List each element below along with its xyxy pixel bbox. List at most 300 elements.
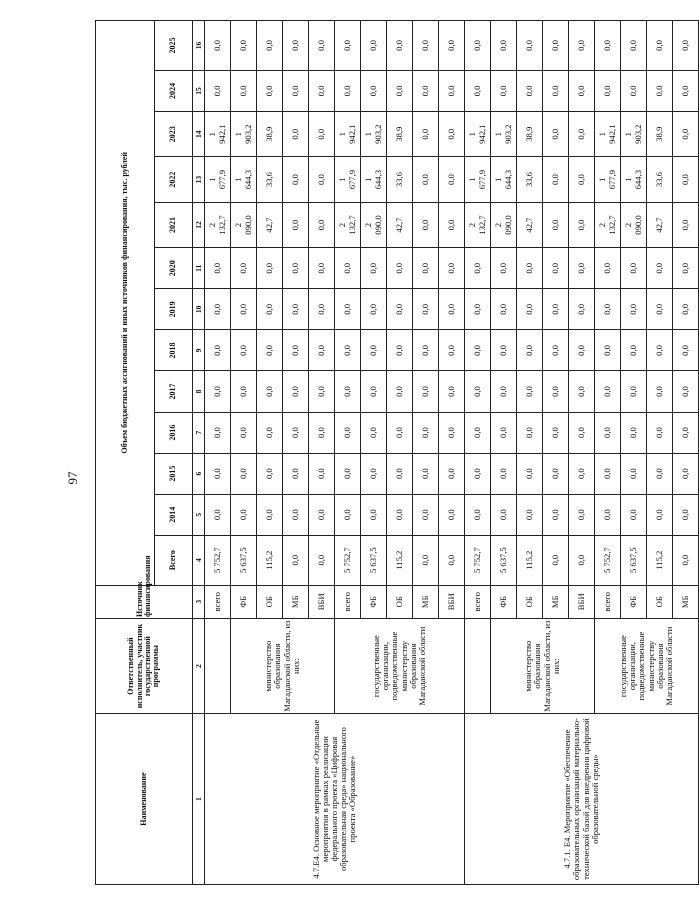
funding-source: ВБИ (569, 585, 595, 619)
column-number: 9 (193, 330, 205, 371)
header-year: 2014 (155, 494, 193, 535)
value-cell (621, 202, 647, 247)
value-cell (335, 202, 361, 247)
value-cell: 0,0 (413, 70, 439, 111)
value-cell: 42,7 (647, 202, 673, 247)
value-part: 2 (233, 222, 244, 228)
value-cell: 0,0 (335, 21, 361, 71)
value-cell: 0,0 (257, 248, 283, 289)
value-cell: 0,0 (595, 412, 621, 453)
value-cell: 0,0 (543, 248, 569, 289)
value-cell: 0,0 (491, 453, 517, 494)
header-year: 2018 (155, 330, 193, 371)
value-cell (231, 202, 257, 247)
value-cell: 0,0 (439, 289, 465, 330)
value-cell: 0,0 (621, 289, 647, 330)
value-cell (231, 535, 257, 585)
rotated-table-container (95, 20, 690, 885)
value-cell: 0,0 (205, 248, 231, 289)
value-part: 1 (597, 177, 608, 182)
value-cell: 0,0 (309, 371, 335, 412)
value-cell: 0,0 (283, 412, 309, 453)
funding-source: всего (595, 585, 621, 619)
value-cell: 0,0 (517, 494, 543, 535)
column-number: 11 (193, 248, 205, 289)
header-executor: Ответственный исполнитель, участник государственной программы (96, 619, 193, 714)
value-cell: 0,0 (621, 70, 647, 111)
value-cell: 0,0 (335, 70, 361, 111)
value-cell: 0,0 (517, 453, 543, 494)
value-cell: 0,0 (673, 21, 699, 71)
value-cell (647, 535, 673, 585)
value-cell: 0,0 (517, 21, 543, 71)
funding-source: МБ (673, 585, 699, 619)
value-cell: 0,0 (283, 112, 309, 157)
value-cell: 0,0 (647, 248, 673, 289)
value-cell: 0,0 (387, 70, 413, 111)
value-cell: 0,0 (569, 330, 595, 371)
value-cell: 0,0 (569, 157, 595, 202)
value-cell: 0,0 (595, 453, 621, 494)
value-cell: 0,0 (465, 70, 491, 111)
value-cell: 0,0 (491, 494, 517, 535)
value-cell: 0,0 (309, 21, 335, 71)
value-cell: 0,0 (335, 371, 361, 412)
value-part: 115,2 (653, 550, 664, 570)
value-cell (621, 157, 647, 202)
value-cell: 0,0 (465, 494, 491, 535)
activity-name: 4.7.Е4. Основное мероприятие «Отдельные мероприятия в рамках реализации федерального проекта «Цифровая образовательная среда» национального проекта «Образование» (205, 714, 465, 885)
value-cell: 0,0 (413, 371, 439, 412)
value-cell: 0,0 (413, 494, 439, 535)
budget-table (95, 20, 699, 885)
value-cell: 0,0 (361, 289, 387, 330)
value-cell: 0,0 (621, 494, 647, 535)
value-part: 0,0 (419, 554, 430, 566)
value-cell (361, 535, 387, 585)
value-cell: 0,0 (543, 453, 569, 494)
column-number: 12 (193, 202, 205, 247)
value-part: 2 (493, 222, 504, 228)
value-cell: 0,0 (595, 494, 621, 535)
value-cell: 0,0 (517, 371, 543, 412)
header-total: Всего (155, 535, 193, 585)
value-cell (413, 535, 439, 585)
value-part: 1 (207, 132, 218, 137)
value-cell: 0,0 (491, 248, 517, 289)
value-cell: 0,0 (335, 412, 361, 453)
value-cell: 0,0 (387, 248, 413, 289)
value-cell: 0,0 (673, 453, 699, 494)
value-part: 903,2 (242, 124, 253, 144)
value-cell: 0,0 (621, 248, 647, 289)
column-number: 5 (193, 494, 205, 535)
value-cell: 0,0 (335, 289, 361, 330)
value-part: 1 (493, 132, 504, 137)
value-cell: 0,0 (543, 330, 569, 371)
value-cell (335, 157, 361, 202)
executor-name: государственные организации, подведомственные министерству образования Магаданской области (595, 619, 699, 714)
value-cell: 0,0 (335, 330, 361, 371)
funding-source: всего (465, 585, 491, 619)
value-cell: 0,0 (309, 157, 335, 202)
value-cell (595, 535, 621, 585)
value-cell: 0,0 (283, 157, 309, 202)
value-cell: 0,0 (309, 494, 335, 535)
value-cell: 0,0 (491, 21, 517, 71)
value-cell: 0,0 (335, 453, 361, 494)
funding-source: ВБИ (309, 585, 335, 619)
value-cell: 0,0 (413, 157, 439, 202)
funding-source: ФБ (491, 585, 517, 619)
value-part: 1 (233, 177, 244, 182)
value-cell (491, 157, 517, 202)
value-cell: 0,0 (231, 494, 257, 535)
value-cell: 0,0 (465, 371, 491, 412)
header-funding-title: Объем бюджетных ассигнований и иных источников финансирования, тыс. рублей (96, 21, 155, 586)
value-cell: 0,0 (335, 494, 361, 535)
value-cell: 0,0 (439, 157, 465, 202)
value-cell: 0,0 (595, 248, 621, 289)
value-cell (595, 112, 621, 157)
value-cell: 0,0 (621, 21, 647, 71)
value-cell: 0,0 (517, 412, 543, 453)
value-cell: 0,0 (361, 494, 387, 535)
value-part: 2 (623, 222, 634, 228)
value-cell: 0,0 (439, 202, 465, 247)
value-cell (621, 535, 647, 585)
value-cell: 0,0 (439, 248, 465, 289)
value-cell: 33,6 (257, 157, 283, 202)
value-cell: 0,0 (673, 70, 699, 111)
value-part: 5 637,5 (627, 547, 638, 574)
page-number: 97 (65, 471, 80, 485)
value-cell: 0,0 (205, 330, 231, 371)
value-part: 1 (363, 177, 374, 182)
value-cell: 0,0 (413, 330, 439, 371)
executor-name: министерство образования Магаданской области, из них: (231, 619, 335, 714)
value-part: 2 (207, 222, 218, 228)
column-number: 14 (193, 112, 205, 157)
value-cell: 0,0 (465, 330, 491, 371)
value-cell: 0,0 (361, 248, 387, 289)
value-cell (361, 157, 387, 202)
value-part: 115,2 (523, 550, 534, 570)
value-cell: 0,0 (621, 412, 647, 453)
value-part: 132,7 (476, 215, 487, 235)
funding-source: всего (205, 585, 231, 619)
header-year: 2016 (155, 412, 193, 453)
value-cell (205, 157, 231, 202)
value-cell: 0,0 (621, 330, 647, 371)
value-cell: 42,7 (257, 202, 283, 247)
value-cell: 0,0 (543, 157, 569, 202)
value-cell: 33,6 (647, 157, 673, 202)
value-cell: 0,0 (543, 289, 569, 330)
value-cell (491, 202, 517, 247)
column-number: 13 (193, 157, 205, 202)
value-part: 1 (207, 177, 218, 182)
value-cell: 0,0 (673, 202, 699, 247)
value-part: 5 752,7 (341, 547, 352, 574)
value-cell: 0,0 (205, 21, 231, 71)
value-cell: 0,0 (647, 289, 673, 330)
value-cell: 0,0 (647, 70, 673, 111)
value-cell: 0,0 (231, 371, 257, 412)
value-cell (595, 157, 621, 202)
value-part: 677,9 (216, 169, 227, 190)
value-part: 1 (337, 177, 348, 182)
value-part: 5 637,5 (497, 547, 508, 574)
value-cell (621, 112, 647, 157)
value-cell: 0,0 (595, 330, 621, 371)
value-cell: 0,0 (543, 112, 569, 157)
value-part: 132,7 (216, 215, 227, 235)
value-cell: 0,0 (283, 371, 309, 412)
value-part: 090,0 (502, 215, 513, 235)
value-cell (439, 535, 465, 585)
value-cell (517, 535, 543, 585)
value-cell (335, 535, 361, 585)
value-cell: 0,0 (465, 412, 491, 453)
value-cell (465, 202, 491, 247)
value-part: 644,3 (242, 169, 253, 190)
value-cell (231, 112, 257, 157)
value-part: 942,1 (346, 124, 357, 144)
value-cell: 0,0 (569, 70, 595, 111)
value-cell: 0,0 (413, 202, 439, 247)
value-part: 903,2 (632, 124, 643, 144)
value-part: 942,1 (476, 124, 487, 144)
value-cell: 0,0 (595, 21, 621, 71)
value-cell (309, 535, 335, 585)
value-part: 090,0 (632, 215, 643, 235)
value-cell: 0,0 (517, 289, 543, 330)
funding-source: МБ (283, 585, 309, 619)
header-year: 2023 (155, 112, 193, 157)
value-cell: 0,0 (257, 494, 283, 535)
value-cell: 0,0 (309, 70, 335, 111)
value-part: 677,9 (476, 169, 487, 190)
value-cell (491, 112, 517, 157)
value-cell: 0,0 (439, 494, 465, 535)
value-cell (257, 535, 283, 585)
value-cell: 0,0 (491, 70, 517, 111)
funding-source: ВБИ (439, 585, 465, 619)
value-cell: 0,0 (595, 371, 621, 412)
value-cell: 0,0 (361, 371, 387, 412)
value-cell: 0,0 (491, 289, 517, 330)
value-part: 942,1 (606, 124, 617, 144)
value-cell: 0,0 (569, 112, 595, 157)
value-cell: 0,0 (673, 112, 699, 157)
column-number: 4 (193, 535, 205, 585)
value-cell: 42,7 (387, 202, 413, 247)
value-cell: 0,0 (491, 330, 517, 371)
value-cell: 0,0 (231, 412, 257, 453)
value-part: 0,0 (575, 554, 586, 566)
value-cell: 0,0 (595, 70, 621, 111)
value-cell: 0,0 (439, 330, 465, 371)
value-part: 1 (597, 132, 608, 137)
value-cell: 0,0 (673, 248, 699, 289)
value-part: 1 (623, 177, 634, 182)
value-part: 0,0 (289, 554, 300, 566)
value-part: 0,0 (679, 554, 690, 566)
value-cell: 0,0 (569, 289, 595, 330)
value-cell: 0,0 (205, 412, 231, 453)
header-year: 2024 (155, 70, 193, 111)
value-cell: 0,0 (465, 289, 491, 330)
value-cell: 0,0 (231, 70, 257, 111)
value-cell: 0,0 (257, 371, 283, 412)
value-part: 677,9 (346, 169, 357, 190)
value-cell: 0,0 (439, 412, 465, 453)
column-number: 15 (193, 70, 205, 111)
value-part: 090,0 (372, 215, 383, 235)
value-cell: 0,0 (413, 112, 439, 157)
table-body (205, 21, 699, 885)
value-cell (361, 112, 387, 157)
header-year: 2021 (155, 202, 193, 247)
value-part: 5 752,7 (471, 547, 482, 574)
value-cell: 0,0 (543, 412, 569, 453)
value-cell: 0,0 (673, 371, 699, 412)
value-cell: 0,0 (205, 494, 231, 535)
funding-source: ФБ (361, 585, 387, 619)
value-cell: 0,0 (231, 21, 257, 71)
value-cell: 0,0 (413, 248, 439, 289)
value-cell: 0,0 (543, 494, 569, 535)
value-part: 903,2 (502, 124, 513, 144)
value-cell: 38,9 (387, 112, 413, 157)
value-cell: 0,0 (361, 70, 387, 111)
header-name: Наименование (96, 714, 193, 885)
value-part: 0,0 (549, 554, 560, 566)
table-row (205, 21, 231, 885)
value-cell: 0,0 (647, 412, 673, 453)
value-cell (543, 535, 569, 585)
value-cell (465, 157, 491, 202)
value-cell (335, 112, 361, 157)
value-part: 115,2 (393, 550, 404, 570)
value-cell: 0,0 (231, 248, 257, 289)
value-cell: 0,0 (517, 70, 543, 111)
value-cell (673, 535, 699, 585)
value-cell: 0,0 (309, 248, 335, 289)
value-cell: 0,0 (283, 21, 309, 71)
value-cell (387, 535, 413, 585)
funding-source: ФБ (231, 585, 257, 619)
value-cell: 0,0 (387, 330, 413, 371)
value-part: 090,0 (242, 215, 253, 235)
header-year: 2019 (155, 289, 193, 330)
value-cell: 0,0 (647, 21, 673, 71)
value-cell: 0,0 (257, 289, 283, 330)
value-cell: 0,0 (205, 371, 231, 412)
value-cell: 0,0 (283, 289, 309, 330)
value-cell: 0,0 (283, 70, 309, 111)
value-cell: 0,0 (283, 453, 309, 494)
value-cell: 0,0 (257, 412, 283, 453)
value-part: 1 (493, 177, 504, 182)
value-cell: 0,0 (205, 289, 231, 330)
value-part: 5 752,7 (211, 547, 222, 574)
value-part: 5 637,5 (367, 547, 378, 574)
value-cell: 0,0 (543, 70, 569, 111)
value-part: 2 (363, 222, 374, 228)
value-part: 1 (623, 132, 634, 137)
header-year: 2022 (155, 157, 193, 202)
value-cell: 0,0 (595, 289, 621, 330)
value-cell: 0,0 (673, 157, 699, 202)
value-cell: 0,0 (361, 412, 387, 453)
column-number: 1 (193, 714, 205, 885)
funding-source: ОБ (257, 585, 283, 619)
value-part: 1 (363, 132, 374, 137)
value-cell: 0,0 (309, 412, 335, 453)
value-cell: 0,0 (283, 202, 309, 247)
value-cell: 0,0 (517, 330, 543, 371)
value-cell (205, 202, 231, 247)
value-cell: 0,0 (335, 248, 361, 289)
value-part: 644,3 (502, 169, 513, 190)
funding-source: всего (335, 585, 361, 619)
value-cell: 33,6 (387, 157, 413, 202)
value-cell: 0,0 (569, 248, 595, 289)
value-cell: 0,0 (257, 453, 283, 494)
value-cell: 0,0 (543, 202, 569, 247)
value-cell: 0,0 (439, 112, 465, 157)
value-cell (491, 535, 517, 585)
value-cell: 0,0 (309, 202, 335, 247)
value-cell: 0,0 (231, 330, 257, 371)
value-cell: 0,0 (413, 21, 439, 71)
executor-name (465, 619, 491, 714)
header-source: Источник финансирования (96, 585, 193, 619)
value-part: 5 752,7 (601, 547, 612, 574)
value-part: 0,0 (445, 554, 456, 566)
value-part: 1 (467, 177, 478, 182)
value-part: 903,2 (372, 124, 383, 144)
value-cell (283, 535, 309, 585)
value-cell: 0,0 (309, 330, 335, 371)
value-cell: 0,0 (257, 330, 283, 371)
funding-source: ОБ (647, 585, 673, 619)
value-cell: 0,0 (205, 70, 231, 111)
column-number: 6 (193, 453, 205, 494)
funding-source: МБ (543, 585, 569, 619)
value-cell (465, 535, 491, 585)
value-cell: 0,0 (673, 289, 699, 330)
value-part: 132,7 (346, 215, 357, 235)
value-cell (205, 112, 231, 157)
header-year: 2020 (155, 248, 193, 289)
value-part: 2 (337, 222, 348, 228)
value-cell (569, 535, 595, 585)
value-cell: 0,0 (309, 112, 335, 157)
value-cell: 0,0 (439, 70, 465, 111)
value-cell: 0,0 (465, 21, 491, 71)
value-cell: 0,0 (413, 412, 439, 453)
value-cell: 0,0 (283, 494, 309, 535)
value-cell: 0,0 (465, 453, 491, 494)
value-cell: 0,0 (673, 494, 699, 535)
value-cell: 0,0 (309, 453, 335, 494)
value-cell: 0,0 (413, 289, 439, 330)
value-part: 2 (597, 222, 608, 228)
value-part: 644,3 (372, 169, 383, 190)
